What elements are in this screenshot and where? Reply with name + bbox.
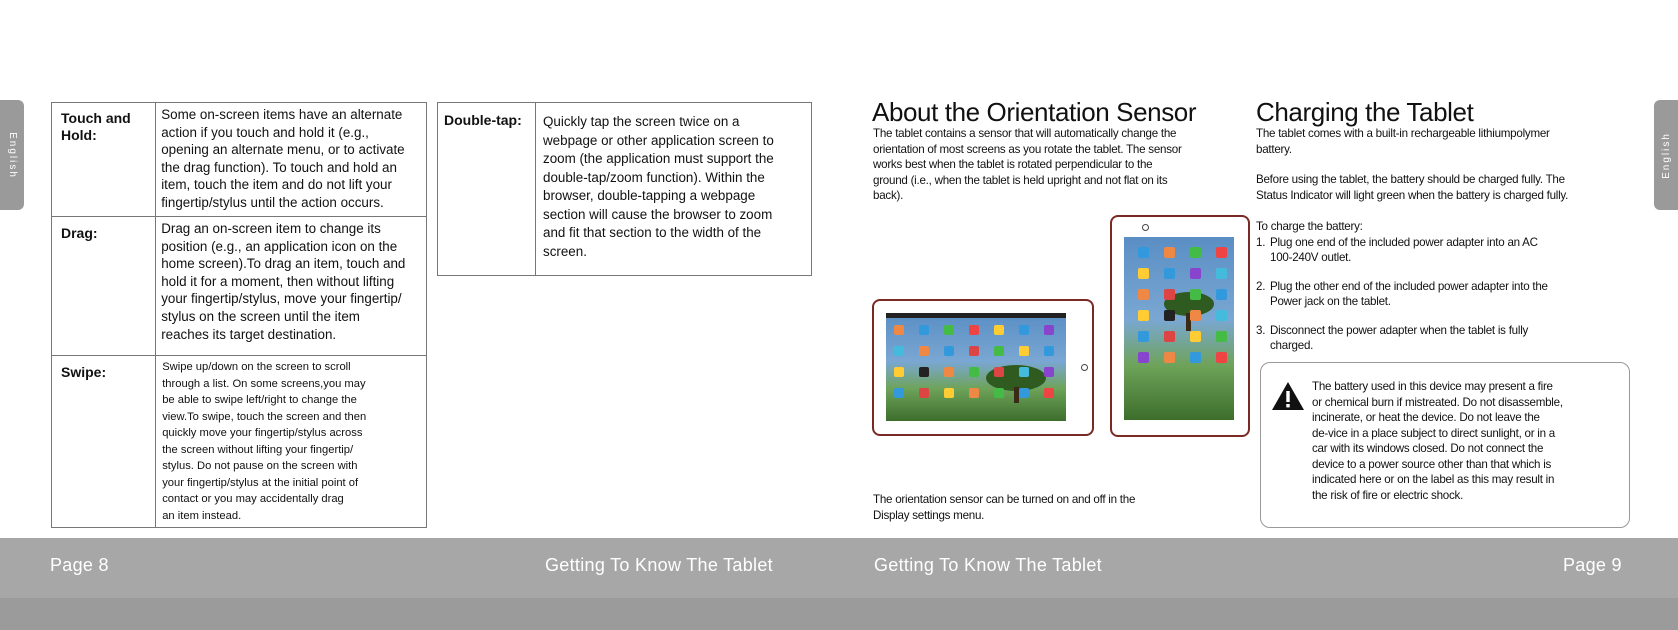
text-line: works best when the tablet is rotated perpendicular to the (873, 158, 1153, 171)
camera-dot (1081, 364, 1088, 371)
text-line: The tablet contains a sensor that will automatically change the (873, 127, 1177, 140)
text-line: and fit that section to the width of the (543, 225, 762, 240)
text-line: view.To swipe, touch the screen and then (162, 410, 367, 423)
text-line: stylus. Do not pause on the screen with (162, 460, 358, 472)
text-line: orientation of most screens as you rotate the tablet. The sensor (873, 142, 1182, 156)
text-line: item, touch the item and do not lift your (161, 177, 392, 193)
text-line: the screen without lifting your fingertip/ (162, 443, 354, 456)
step-number: 1. (1256, 235, 1266, 249)
table-row (52, 217, 427, 356)
text-line: webpage or other application screen to (543, 132, 774, 148)
text-line: hold it for a moment, then without lifting (161, 273, 395, 289)
text-line: section will cause the browser to zoom (543, 206, 773, 222)
text-line: quickly move your fingertip/stylus across (162, 427, 363, 439)
gesture-term: Swipe: (52, 356, 156, 528)
text-line: back). (873, 189, 904, 202)
tablet-portrait-image (1110, 215, 1250, 437)
orientation-heading: About the Orientation Sensor (872, 97, 1197, 127)
gesture-description (156, 356, 427, 528)
section-title-right: Getting To Know The Tablet (874, 555, 1102, 575)
list-item (1256, 235, 1646, 266)
text-line: Status Indicator will light green when the battery is charged fully. (1256, 188, 1569, 202)
table-row (438, 103, 812, 276)
text-line: home screen).To drag an item, touch and (161, 256, 406, 272)
battery-warning-box (1260, 362, 1630, 528)
list-item (1256, 279, 1646, 310)
text-line: Plug the other end of the included power adapter into the (1270, 279, 1548, 293)
charging-intro (1256, 126, 1636, 157)
language-tab-label: English (6, 131, 18, 179)
text-line: Display settings menu. (873, 508, 985, 522)
tablet-screen (1124, 237, 1234, 420)
text-line: be able to swipe left/right to change the (162, 394, 357, 406)
language-tab-right (1654, 100, 1678, 210)
text-line: Before using the tablet, the battery should be charged fully. The (1256, 173, 1565, 186)
gesture-table (51, 102, 427, 528)
page-footer (0, 538, 1678, 630)
text-line: The orientation sensor can be turned on and off in the (873, 493, 1136, 506)
text-line: 100-240V outlet. (1270, 251, 1352, 264)
text-line: screen. (543, 243, 587, 259)
text-line: or chemical burn if mistreated. Do not disassemble, (1312, 395, 1563, 409)
text-line: Swipe up/down on the screen to scroll (162, 361, 351, 373)
gesture-description (156, 217, 427, 356)
app-icon-grid (1138, 247, 1232, 363)
tablet-screen (886, 313, 1066, 421)
text-line: your fingertip/stylus, move your fingertip/ (161, 291, 402, 307)
text-line: Power jack on the tablet. (1270, 295, 1391, 308)
step-number: 2. (1256, 279, 1266, 293)
text-line: double-tap/zoom function). Within the (543, 169, 765, 185)
text-line: de-vice in a place subject to direct sunlight, or in a (1312, 426, 1555, 440)
text-line: contact or you may accidentally drag (162, 493, 344, 505)
camera-dot (1142, 224, 1149, 231)
orientation-body (873, 126, 1251, 204)
warning-triangle-icon (1271, 381, 1305, 411)
text-line: the drag function). To touch and hold an (161, 159, 397, 175)
text-line: The battery used in this device may present a fire (1312, 380, 1553, 393)
text-line: position (e.g., an application icon on the (161, 238, 398, 254)
step-number: 3. (1256, 323, 1266, 337)
text-line: battery. (1256, 142, 1292, 156)
charging-steps (1256, 219, 1646, 354)
text-line: device to a power source other than that which is (1312, 457, 1552, 471)
text-line: Quickly tap the screen twice on a (543, 114, 740, 129)
gesture-table-double-tap (437, 102, 812, 276)
steps-title: To charge the battery: (1256, 220, 1363, 233)
text-line: reaches its target destination. (161, 326, 337, 342)
gesture-description (156, 103, 427, 217)
gesture-term: Double-tap: (438, 103, 536, 276)
text-line: stylus on the screen until the item (161, 308, 360, 324)
text-line: Drag an on-screen item to change its (161, 221, 381, 236)
text-line: action if you touch and hold it (e.g., (161, 124, 369, 140)
text-line: your fingertip/stylus at the initial point of (162, 476, 359, 489)
list-item (1256, 323, 1646, 354)
table-row (52, 356, 427, 528)
text-line: Plug one end of the included power adapter into an AC (1270, 235, 1538, 249)
table-row (52, 103, 427, 217)
charging-heading: Charging the Tablet (1256, 97, 1474, 127)
text-line: the risk of fire or electric shock. (1312, 488, 1464, 502)
warning-text (1312, 379, 1624, 503)
app-icon-grid (894, 325, 1058, 398)
page-number-right: Page 9 (1563, 555, 1622, 575)
text-line: charged. (1270, 339, 1314, 352)
orientation-footnote (873, 492, 1251, 523)
section-title-left: Getting To Know The Tablet (545, 555, 773, 575)
gesture-description (536, 103, 812, 276)
text-line: indicated here or on the label as this may result in (1312, 473, 1555, 486)
tablet-landscape-image (872, 299, 1094, 436)
text-line: The tablet comes with a built-in rechargeable lithiumpolymer (1256, 127, 1550, 140)
page-number-left: Page 8 (50, 555, 109, 575)
text-line: Disconnect the power adapter when the tablet is fully (1270, 323, 1529, 337)
text-line: opening an alternate menu, or to activate (161, 142, 405, 158)
charging-before (1256, 172, 1656, 203)
text-line: incinerate, or heat the device. Do not leave the (1312, 411, 1540, 424)
language-tab-label: English (1660, 131, 1672, 179)
text-line: fingertip/stylus until the action occurs. (161, 194, 384, 210)
text-line: an item instead. (162, 509, 242, 522)
language-tab-left (0, 100, 24, 210)
text-line: car with its windows closed. Do not connect the (1312, 442, 1544, 455)
text-line: through a list. On some screens,you may (162, 377, 366, 390)
text-line: zoom (the application must support the (543, 151, 774, 166)
text-line: browser, double-tapping a webpage (543, 188, 756, 203)
text-line: ground (i.e., when the tablet is held upright and not flat on its (873, 173, 1168, 187)
gesture-term: Drag: (52, 217, 156, 356)
gesture-term: Touch and Hold: (52, 103, 156, 217)
text-line: Some on-screen items have an alternate (161, 107, 403, 122)
